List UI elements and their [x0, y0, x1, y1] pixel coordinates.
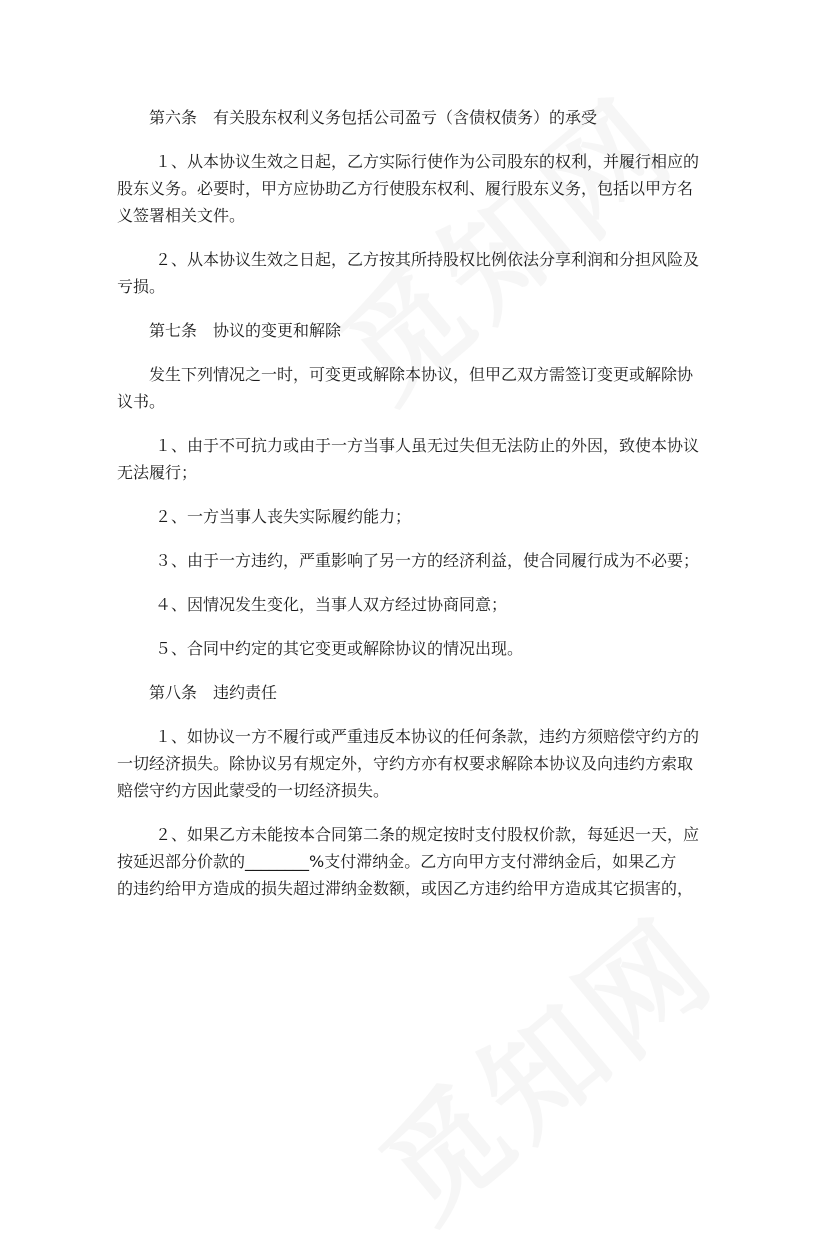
paragraph-line: １、从本协议生效之日起，乙方实际行使作为公司股东的权利，并履行相应的: [155, 152, 700, 171]
article-7-item-2: [117, 503, 717, 530]
paragraph-line: 的违约给甲方造成的损失超过滞纳金数额，或因乙方违约给甲方造成其它损害的，: [117, 879, 694, 898]
article-7-intro: [117, 361, 717, 415]
paragraph-line: 按延迟部分价款的________%支付滞纳金。乙方向甲方支付滞纳金后，如果乙方: [117, 852, 677, 871]
paragraph-line: 议书。: [117, 392, 166, 411]
article-title: 协议的变更和解除: [213, 321, 342, 340]
article-8-heading: [117, 679, 717, 706]
article-number: 第七条: [149, 321, 198, 340]
paragraph-line: 一切经济损失。除协议另有规定外，守约方亦有权要求解除本协议及向违约方索取: [117, 754, 694, 773]
article-7-heading: [117, 317, 717, 344]
document-body: [117, 104, 717, 919]
paragraph-line: ２、从本协议生效之日起，乙方按其所持股权比例依法分享利润和分担风险及: [155, 250, 700, 269]
article-number: 第八条: [149, 683, 198, 702]
paragraph-line: ４、因情况发生变化，当事人双方经过协商同意；: [155, 595, 508, 614]
article-7-item-4: [117, 591, 717, 618]
article-7-item-5: [117, 635, 717, 662]
paragraph-line: 发生下列情况之一时，可变更或解除本协议，但甲乙双方需签订变更或解除协: [149, 365, 694, 384]
article-8-item-1: [117, 723, 717, 804]
article-6-heading: [117, 104, 717, 131]
article-number: 第六条: [149, 108, 198, 127]
paragraph-line: １、由于不可抗力或由于一方当事人虽无过失但无法防止的外因，致使本协议: [155, 436, 700, 455]
paragraph-line: 股东义务。必要时，甲方应协助乙方行使股东权利、履行股东义务，包括以甲方名: [117, 179, 694, 198]
paragraph-line: 亏损。: [117, 277, 166, 296]
paragraph-line: １、如协议一方不履行或严重违反本协议的任何条款，违约方须赔偿守约方的: [155, 727, 700, 746]
article-6-item-1: [117, 148, 717, 229]
paragraph-line: 无法履行；: [117, 463, 198, 482]
paragraph-line: ３、由于一方违约，严重影响了另一方的经济利益，使合同履行成为不必要；: [155, 551, 700, 570]
article-title: 违约责任: [213, 683, 278, 702]
article-7-item-1: [117, 432, 717, 486]
article-title: 有关股东权利义务包括公司盈亏（含债权债务）的承受: [213, 108, 598, 127]
article-8-item-2: [117, 821, 717, 902]
paragraph-line: ２、一方当事人丧失实际履约能力；: [155, 507, 412, 526]
article-7-item-3: [117, 547, 717, 574]
paragraph-line: ５、合同中约定的其它变更或解除协议的情况出现。: [155, 639, 524, 658]
paragraph-line: 义签署相关文件。: [117, 206, 246, 225]
paragraph-line: ２、如果乙方未能按本合同第二条的规定按时支付股权价款，每延迟一天，应: [155, 825, 700, 844]
watermark: [340, 873, 745, 1252]
paragraph-line: 赔偿守约方因此蒙受的一切经济损失。: [117, 781, 390, 800]
article-6-item-2: [117, 246, 717, 300]
